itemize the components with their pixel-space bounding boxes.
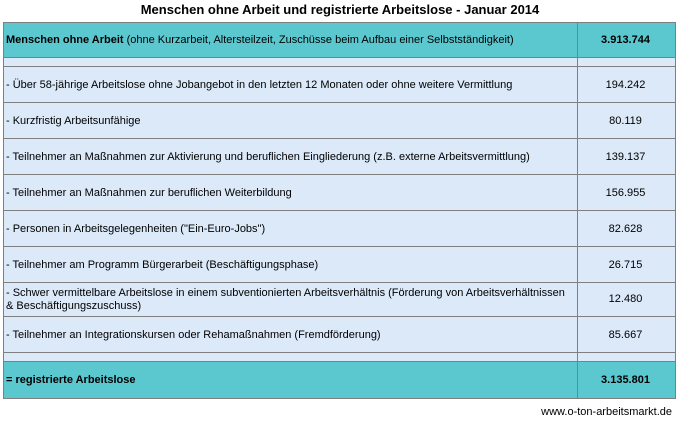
row-value: 156.955 bbox=[578, 175, 676, 211]
header-value: 3.913.744 bbox=[578, 23, 676, 58]
table-row bbox=[4, 103, 676, 139]
source-credit: www.o-ton-arbeitsmarkt.de bbox=[541, 406, 672, 418]
row-label: - Über 58-jährige Arbeitslose ohne Jobangebot in den letzten 12 Monaten oder ohne weitere Vermittlung bbox=[4, 67, 578, 103]
total-row bbox=[4, 362, 676, 399]
row-value: 139.137 bbox=[578, 139, 676, 175]
header-label bbox=[4, 23, 578, 58]
row-value: 12.480 bbox=[578, 283, 676, 317]
row-value: 80.119 bbox=[578, 103, 676, 139]
row-value: 26.715 bbox=[578, 247, 676, 283]
table-row bbox=[4, 211, 676, 247]
table-row bbox=[4, 175, 676, 211]
table-row bbox=[4, 283, 676, 317]
total-value: 3.135.801 bbox=[578, 362, 676, 399]
spacer-row bbox=[4, 58, 676, 67]
table-row bbox=[4, 67, 676, 103]
row-value: 82.628 bbox=[578, 211, 676, 247]
row-label: - Teilnehmer am Programm Bürgerarbeit (Beschäftigungsphase) bbox=[4, 247, 578, 283]
table-row bbox=[4, 247, 676, 283]
header-label-rest: (ohne Kurzarbeit, Altersteilzeit, Zuschüsse beim Aufbau einer Selbstständigkeit) bbox=[123, 34, 514, 46]
row-label: - Teilnehmer an Maßnahmen zur beruflichen Weiterbildung bbox=[4, 175, 578, 211]
row-value: 85.667 bbox=[578, 317, 676, 353]
table-row bbox=[4, 139, 676, 175]
row-label: - Kurzfristig Arbeitsunfähige bbox=[4, 103, 578, 139]
row-label: - Schwer vermittelbare Arbeitslose in einem subventionierten Arbeitsverhältnis (Förderung von Arbeitsverhältnissen & Beschäftigungszuschuss) bbox=[4, 283, 578, 317]
spacer-row bbox=[4, 353, 676, 362]
statistics-table bbox=[3, 22, 676, 399]
header-row bbox=[4, 23, 676, 58]
table-row bbox=[4, 317, 676, 353]
table-title: Menschen ohne Arbeit und registrierte Arbeitslose - Januar 2014 bbox=[140, 2, 540, 17]
total-label: = registrierte Arbeitslose bbox=[4, 362, 578, 399]
row-label: - Teilnehmer an Integrationskursen oder Rehamaßnahmen (Fremdförderung) bbox=[4, 317, 578, 353]
row-label: - Personen in Arbeitsgelegenheiten ("Ein-Euro-Jobs") bbox=[4, 211, 578, 247]
row-value: 194.242 bbox=[578, 67, 676, 103]
row-label: - Teilnehmer an Maßnahmen zur Aktivierung und beruflichen Eingliederung (z.B. externe Arbeitsvermittlung) bbox=[4, 139, 578, 175]
header-label-bold: Menschen ohne Arbeit bbox=[6, 34, 124, 46]
